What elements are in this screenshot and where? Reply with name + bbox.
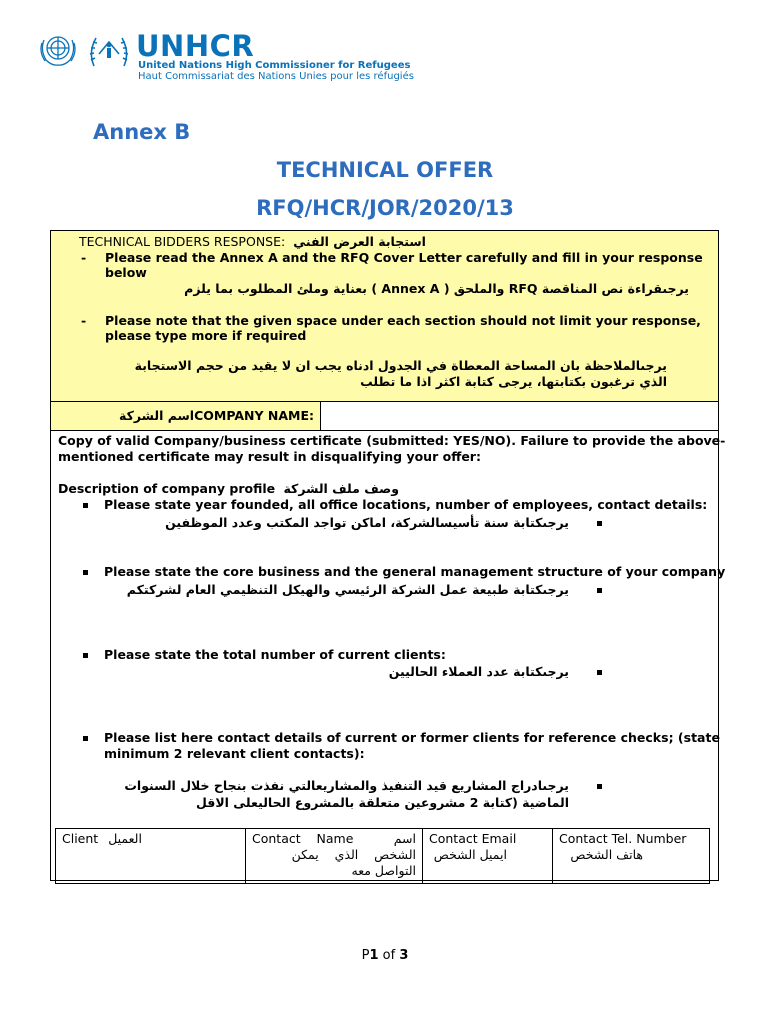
bullet4-en-line2: minimum 2 relevant client contacts): — [104, 746, 365, 761]
header-contact-name-en: Contact Name — [252, 831, 354, 846]
header-contact-name-ar2: الشخص الذي يمكن — [291, 847, 416, 862]
item2-arabic-line1: يرجىالملاحظة بان المساحة المعطاة في الجدول ادناه يجب ان لا يقيد من حجم الاستجابة — [134, 358, 667, 373]
rfq-reference-text: RFQ/HCR/JOR/2020/13 — [256, 196, 514, 220]
item1-line1: Please read the Annex A and the RFQ Cover Letter carefully and fill in your response — [105, 250, 703, 265]
header-email-ar: ايميل الشخص — [433, 847, 507, 862]
item1-arabic: يرجىقراءة نص المناقصة RFQ والملحق ( Annex A ) بعناية وملئ المطلوب بما يلزم — [184, 281, 689, 296]
unhcr-emblem-icon — [86, 30, 132, 70]
bullet-icon — [83, 736, 88, 741]
page-of: of — [378, 948, 400, 963]
company-profile-section — [50, 431, 726, 881]
bullet2-en: Please state the core business and the general management structure of your company — [104, 564, 726, 579]
technical-bidders-response-box — [50, 230, 719, 402]
bullet-icon — [83, 570, 88, 575]
bullet4-ar-line1: يرجىادراج المشاريع قيد التنفيذ والمشاريعالتي نفذت بنجاح خلال السنوات — [124, 778, 569, 793]
logo-title: UNHCR — [136, 29, 255, 63]
page-current: 1 — [369, 948, 379, 963]
company-name-label: اسم الشركةCOMPANY NAME: — [51, 402, 321, 430]
bullet1-ar: يرجىكتابة سنة تأسيسالشركة، اماكن تواجد المكتب وعدد الموظفين — [165, 515, 569, 530]
document-title-text: TECHNICAL OFFER — [276, 158, 494, 182]
bidders-heading-en: TECHNICAL BIDDERS RESPONSE: — [79, 234, 286, 249]
bullet-icon — [83, 503, 88, 508]
header-client-ar: العميل — [108, 831, 142, 846]
profile-heading-ar: وصف ملف الشركة — [283, 481, 399, 496]
unhcr-logo — [36, 29, 414, 82]
bullet1-en: Please state year founded, all office locations, number of employees, contact details: — [104, 497, 708, 512]
table-header-contact-email — [423, 829, 553, 884]
page-total: 3 — [399, 948, 409, 963]
bullet-icon — [597, 670, 602, 675]
bidders-heading — [79, 234, 426, 249]
rfq-reference — [0, 196, 770, 220]
profile-heading — [58, 481, 399, 497]
certificate-line1: Copy of valid Company/business certificate (submitted: YES/NO). Failure to provide the above- — [58, 433, 726, 448]
header-tel-ar: هاتف الشخص — [570, 847, 643, 862]
profile-heading-en: Description of company profile — [58, 481, 276, 496]
bullet-icon — [597, 588, 602, 593]
annex-label: Annex B — [93, 120, 191, 144]
dash-1: - — [81, 250, 87, 265]
bullet-icon — [83, 653, 88, 658]
bullet3-ar: يرجىكتابة عدد العملاء الحاليين — [388, 664, 569, 679]
header-tel-en: Contact Tel. Number — [559, 831, 687, 846]
page-prefix: P — [361, 948, 370, 963]
header-contact-name-ar3: التواصل معه — [351, 863, 416, 878]
un-emblem-icon — [36, 32, 80, 68]
bullet-icon — [597, 521, 602, 526]
bullet4-en-line1: Please list here contact details of current or former clients for reference checks; (state — [104, 730, 720, 745]
bullet4-ar-line2: الماضية (كتابة 2 مشروعين متعلقة بالمشروع الحاليعلى الاقل — [196, 795, 569, 810]
table-header-client — [56, 829, 246, 884]
item2-line1: Please note that the given space under each section should not limit your response, — [105, 313, 701, 328]
dash-2: - — [81, 313, 87, 328]
table-header-contact-tel — [553, 829, 709, 884]
certificate-line2: mentioned certificate may result in disqualifying your offer: — [58, 449, 481, 464]
header-email-en: Contact Email — [429, 831, 517, 846]
logo-subtitle-fr: Haut Commissariat des Nations Unies pour les réfugiés — [138, 71, 414, 82]
item1-line2: below — [105, 265, 147, 280]
logo-subtitle-en: United Nations High Commissioner for Refugees — [138, 60, 411, 71]
bullet2-ar: يرجىكتابة طبيعة عمل الشركة الرئيسي والهيكل التنظيمي العام لشركتكم — [126, 582, 569, 597]
item2-line2: please type more if required — [105, 328, 307, 343]
bullet-icon — [597, 784, 602, 789]
bullet3-en: Please state the total number of current clients: — [104, 647, 446, 662]
company-name-field[interactable] — [323, 402, 713, 430]
client-references-table — [55, 828, 710, 884]
item2-arabic-line2: الذي ترغبون بكتابتها، يرجى كتابة اكثر اذا ما تطلب — [360, 374, 667, 389]
header-contact-name-ar: اسم — [393, 831, 416, 846]
header-client-en: Client — [62, 831, 99, 846]
table-header-contact-name — [246, 829, 423, 884]
bidders-heading-ar: استجابة العرض الفني — [293, 234, 426, 249]
company-name-row — [50, 402, 719, 431]
document-title — [0, 158, 770, 182]
page-number — [0, 948, 770, 963]
